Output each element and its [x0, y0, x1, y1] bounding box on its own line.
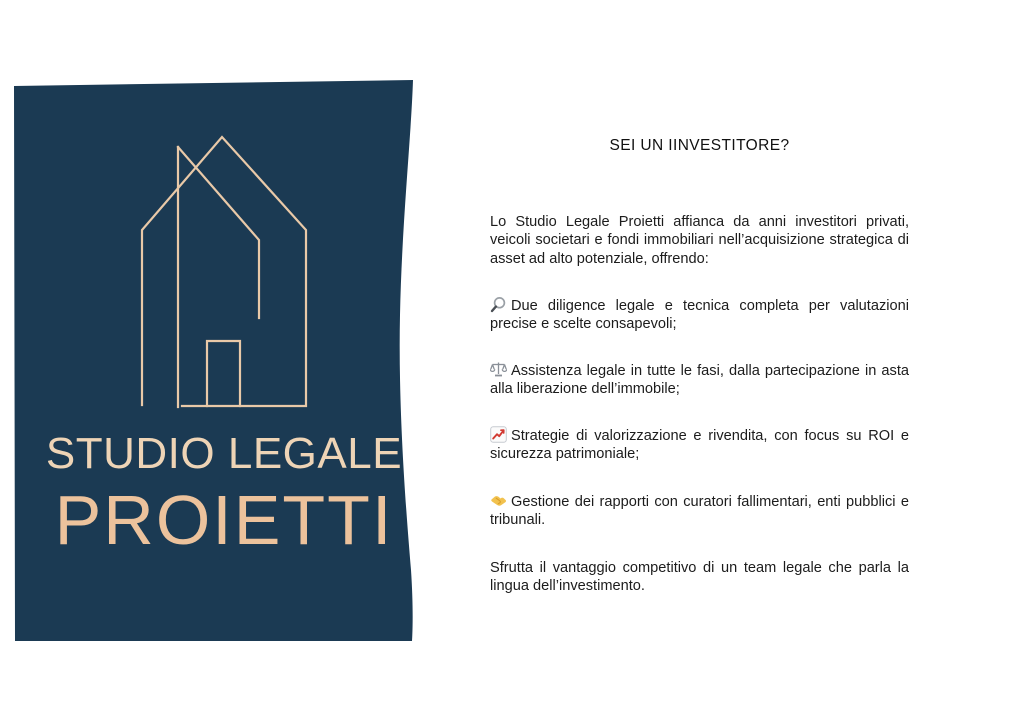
bullet-text: Gestione dei rapporti con curatori fallimentari, enti pubblici e tribunali.	[490, 494, 909, 529]
bullet-text: Due diligence legale e tecnica completa per valutazioni precise e scelte consapevoli;	[490, 298, 909, 333]
magnifier-icon	[490, 296, 507, 313]
scales-icon	[490, 361, 507, 378]
handshake-icon	[490, 492, 507, 509]
bullet-text: Strategie di valorizzazione e rivendita, con focus su ROI e sicurezza patrimoniale;	[490, 428, 909, 463]
bullet-gestione	[490, 492, 909, 530]
intro-paragraph	[490, 213, 909, 268]
intro-text: Lo Studio Legale Proietti affianca da anni investitori privati, veicoli societari e fondi immobiliari nell’acquisizione strategica di asset ad alto potenziale, offrendo:	[490, 214, 909, 267]
brand-panel	[13, 80, 415, 643]
bullet-assistenza	[490, 361, 909, 399]
closing-paragraph	[490, 559, 909, 596]
bullet-strategie	[490, 426, 909, 464]
chart-up-icon	[490, 426, 507, 443]
content-column	[490, 0, 909, 724]
bullet-due-diligence	[490, 296, 909, 334]
brand-name-line1: STUDIO LEGALE	[45, 429, 403, 478]
bullet-text: Assistenza legale in tutte le fasi, dalla partecipazione in asta alla liberazione dell’immobile;	[490, 363, 909, 398]
page-title: SEI UN IINVESTITORE?	[609, 137, 790, 154]
brand-name-line2: PROIETTI	[54, 481, 394, 559]
brand-name	[13, 429, 415, 559]
closing-text: Sfrutta il vantaggio competitivo di un team legale che parla la lingua dell’investimento.	[490, 560, 909, 595]
